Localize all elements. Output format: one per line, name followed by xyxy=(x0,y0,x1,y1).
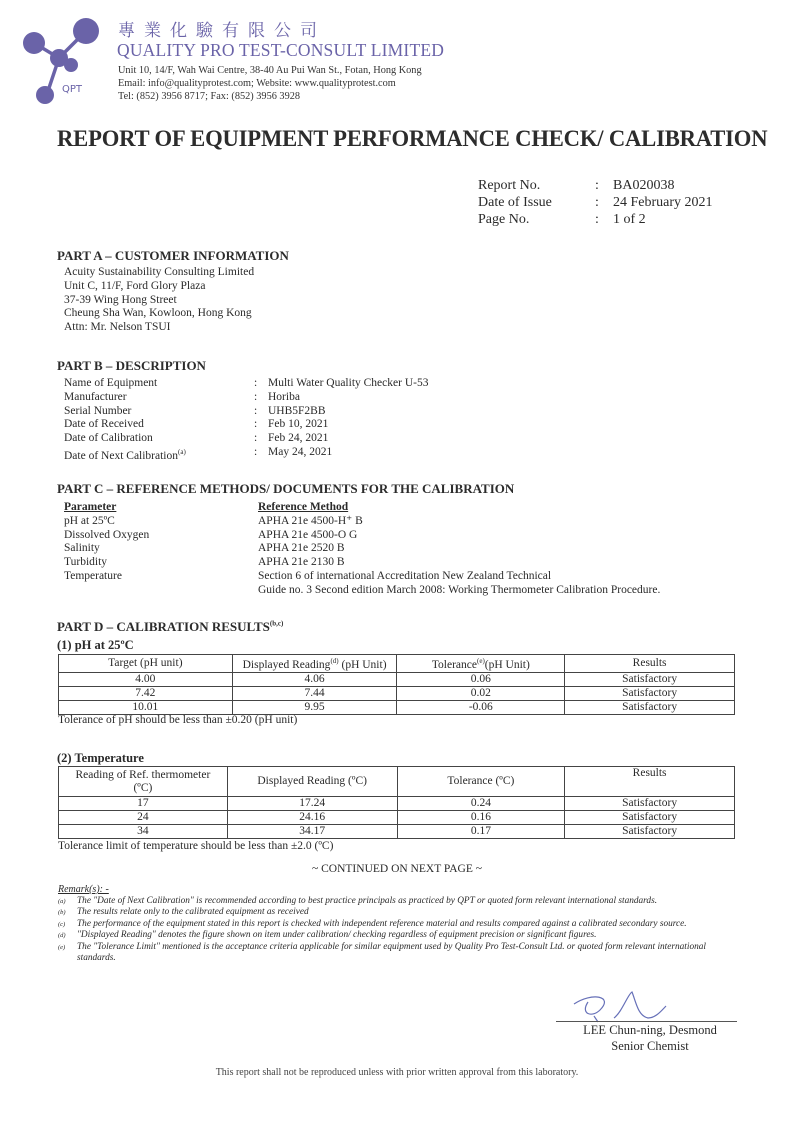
company-name-english: QUALITY PRO TEST-CONSULT LIMITED xyxy=(117,40,445,60)
footnote-marker: (b,c) xyxy=(269,619,284,628)
remark-item xyxy=(58,942,748,965)
customer-line: Unit C, 11/F, Ford Glory Plaza xyxy=(64,279,206,292)
customer-line: Attn: Mr. Nelson TSUI xyxy=(64,321,171,334)
company-contact-block xyxy=(118,64,422,103)
reference-method: Guide no. 3 Second edition March 2008: Working Thermometer Calibration Procedure. xyxy=(258,583,661,596)
report-number-row xyxy=(478,177,713,194)
footnote-marker: (e) xyxy=(477,657,485,665)
reference-method: APHA 21e 4500-O G xyxy=(258,528,358,541)
page-number-label: Page No. xyxy=(478,212,530,227)
reference-method: APHA 21e 4500-H⁺ B xyxy=(258,514,363,527)
table-cell: 34.17 xyxy=(227,825,397,839)
parameter-name: Temperature xyxy=(64,569,122,582)
separator: : xyxy=(254,377,258,389)
column-header-results: Results xyxy=(565,767,735,797)
table-cell: 24 xyxy=(59,811,228,825)
header-unit: (pH Unit) xyxy=(484,658,530,671)
description-label: Date of Received xyxy=(64,418,144,431)
reference-row xyxy=(64,570,660,584)
column-header-tolerance: Tolerance (ºC) xyxy=(397,767,565,797)
table-cell: 4.00 xyxy=(59,672,233,686)
table-cell: 0.16 xyxy=(397,811,565,825)
footnote-marker: (a) xyxy=(178,447,186,456)
table-cell: 17 xyxy=(59,797,228,811)
separator: : xyxy=(595,195,599,210)
reference-row xyxy=(64,542,660,556)
table-cell: 17.24 xyxy=(227,797,397,811)
remarks-block xyxy=(58,884,748,965)
page-number-row xyxy=(478,211,713,228)
parameter-name: Salinity xyxy=(64,542,100,555)
description-label: Serial Number xyxy=(64,404,132,417)
table-header-row xyxy=(59,655,735,673)
description-row xyxy=(64,377,428,391)
report-title: REPORT OF EQUIPMENT PERFORMANCE CHECK/ CALIBRATION xyxy=(57,126,768,151)
method-column-header: Reference Method xyxy=(258,501,349,513)
table-row xyxy=(59,672,735,686)
continued-notice: ~ CONTINUED ON NEXT PAGE ~ xyxy=(312,863,482,875)
signatory-block xyxy=(560,1022,740,1054)
column-header-target: Target (pH unit) xyxy=(59,655,233,673)
table-cell: 0.17 xyxy=(397,825,565,839)
remarks-heading: Remark(s): - xyxy=(58,884,109,895)
reference-methods xyxy=(64,501,660,598)
report-number-label: Report No. xyxy=(478,178,541,193)
report-number-value: BA020038 xyxy=(613,178,675,193)
remark-item xyxy=(58,930,748,942)
footer-disclaimer: This report shall not be reproduced unless with prior written approval from this laboratory. xyxy=(215,1067,579,1078)
reference-header-row xyxy=(64,501,660,515)
customer-line: 37-39 Wing Hong Street xyxy=(64,293,177,306)
description-row xyxy=(64,391,428,405)
temperature-tolerance-note: Tolerance limit of temperature should be less than ±2.0 (ºC) xyxy=(58,840,334,852)
description-row xyxy=(64,432,428,446)
company-phone-fax: Tel: (852) 3956 8717; Fax: (852) 3956 3928 xyxy=(118,91,301,102)
signatory-name: LEE Chun-ning, Desmond xyxy=(583,1023,717,1037)
table-cell: 0.24 xyxy=(397,797,565,811)
description-label: Date of Calibration xyxy=(64,432,153,445)
table-cell: 4.06 xyxy=(232,672,397,686)
ph-results-table xyxy=(58,654,735,715)
column-header-tolerance xyxy=(397,655,565,673)
description-row xyxy=(64,405,428,419)
qpt-molecule-logo-icon xyxy=(14,14,106,106)
description-value: Horiba xyxy=(268,390,300,403)
remark-text: The performance of the equipment stated in this report is checked with independent reference material and results compared against a calibrated secondary source. xyxy=(77,918,687,929)
remark-text: The "Tolerance Limit" mentioned is the acceptance criteria applicable for similar equipment used by Quality Pro Test-Consult Ltd. or quoted form relevant international standards. xyxy=(77,941,707,963)
part-a-heading: PART A – CUSTOMER INFORMATION xyxy=(57,248,289,263)
table-cell: 7.44 xyxy=(232,686,397,700)
header-text: Displayed Reading xyxy=(242,658,331,671)
table-row xyxy=(59,686,735,700)
reference-method: APHA 21e 2520 B xyxy=(258,542,345,555)
page-number-value: 1 of 2 xyxy=(613,212,646,227)
svg-text:QPT: QPT xyxy=(62,84,83,95)
signature-scribble-icon xyxy=(552,988,742,1024)
remark-text: The results relate only to the calibrated equipment as received xyxy=(77,907,309,917)
table-cell: Satisfactory xyxy=(565,686,735,700)
table-row xyxy=(59,825,735,839)
table-cell: -0.06 xyxy=(397,700,565,714)
reference-row xyxy=(64,529,660,543)
parameter-name: Dissolved Oxygen xyxy=(64,528,150,541)
description-row xyxy=(64,446,428,464)
ph-tolerance-note: Tolerance of pH should be less than ±0.20 (pH unit) xyxy=(58,714,298,726)
reference-row xyxy=(64,584,660,598)
company-logo xyxy=(14,14,106,106)
remark-text: "Displayed Reading" denotes the figure shown on item under calibration/ checking regardless of equipment precision or significant figures. xyxy=(77,930,597,940)
reference-method: Section 6 of international Accreditation New Zealand Technical xyxy=(258,569,552,582)
column-header-displayed-reading xyxy=(232,655,397,673)
remark-item xyxy=(58,919,748,931)
table-cell: Satisfactory xyxy=(565,672,735,686)
table-cell: Satisfactory xyxy=(565,825,735,839)
reference-row xyxy=(64,556,660,570)
description-label: Manufacturer xyxy=(64,390,127,403)
signature xyxy=(552,988,742,1024)
part-d-heading-text: PART D – CALIBRATION RESULTS xyxy=(57,619,270,634)
table-row xyxy=(59,797,735,811)
remark-item xyxy=(58,907,748,919)
description-row xyxy=(64,418,428,432)
column-header-reference-reading: Reading of Ref. thermometer (ºC) xyxy=(59,767,228,797)
parameter-column-header: Parameter xyxy=(64,501,117,513)
table-cell: Satisfactory xyxy=(565,797,735,811)
reference-row xyxy=(64,515,660,529)
temperature-results-table xyxy=(58,766,735,839)
separator: : xyxy=(595,178,599,193)
separator: : xyxy=(254,404,258,417)
table-cell: 24.16 xyxy=(227,811,397,825)
issue-date-row xyxy=(478,194,713,211)
customer-line: Cheung Sha Wan, Kowloon, Hong Kong xyxy=(64,307,252,320)
description-value: Feb 24, 2021 xyxy=(268,432,329,445)
remark-marker: (b) xyxy=(58,909,66,916)
table-cell: 7.42 xyxy=(59,686,233,700)
parameter-name: Turbidity xyxy=(64,556,108,569)
table-cell: 34 xyxy=(59,825,228,839)
separator: : xyxy=(254,390,258,403)
remark-marker: (e) xyxy=(58,943,66,951)
parameter-name: pH at 25ºC xyxy=(64,514,115,527)
issue-date-label: Date of Issue xyxy=(478,195,552,210)
header-text: Tolerance xyxy=(431,658,477,671)
table-cell: Satisfactory xyxy=(565,700,735,714)
separator: : xyxy=(254,418,258,431)
customer-info xyxy=(64,266,254,335)
signatory-title: Senior Chemist xyxy=(611,1039,689,1053)
description-value: Feb 10, 2021 xyxy=(268,418,329,431)
description-label: Name of Equipment xyxy=(64,377,158,389)
remark-text: The "Date of Next Calibration" is recommended according to best practice principals as practiced by QPT or quoted form relevant international standards. xyxy=(77,895,658,906)
column-header-displayed-reading: Displayed Reading (ºC) xyxy=(227,767,397,797)
description-label-text: Date of Next Calibration xyxy=(64,449,179,462)
description-value: Multi Water Quality Checker U-53 xyxy=(268,377,429,389)
separator: : xyxy=(254,445,258,458)
temperature-section-heading: (2) Temperature xyxy=(57,751,144,765)
table-row xyxy=(59,811,735,825)
description-value: May 24, 2021 xyxy=(268,445,333,458)
table-header-row xyxy=(59,767,735,797)
separator: : xyxy=(254,432,258,445)
equipment-description xyxy=(64,377,428,464)
footnote-marker: (d) xyxy=(330,657,339,665)
remark-item xyxy=(58,896,748,908)
remark-marker: (c) xyxy=(58,920,66,928)
remark-marker: (d) xyxy=(58,932,66,939)
remark-marker: (a) xyxy=(58,897,66,905)
company-name-chinese: 專業化驗有限公司 xyxy=(118,21,326,40)
description-label xyxy=(64,446,254,464)
header-unit: (pH Unit) xyxy=(341,658,387,671)
reference-method: APHA 21e 2130 B xyxy=(258,556,345,569)
parameter-name xyxy=(64,584,258,598)
table-cell: 10.01 xyxy=(59,700,233,714)
description-value: UHB5F2BB xyxy=(268,404,326,417)
part-c-heading: PART C – REFERENCE METHODS/ DOCUMENTS FOR THE CALIBRATION xyxy=(57,481,515,496)
table-cell: Satisfactory xyxy=(565,811,735,825)
issue-date-value: 24 February 2021 xyxy=(613,195,713,210)
part-b-heading: PART B – DESCRIPTION xyxy=(57,358,206,373)
table-row xyxy=(59,700,735,714)
table-cell: 0.02 xyxy=(397,686,565,700)
separator: : xyxy=(595,212,599,227)
ph-section-heading: (1) pH at 25ºC xyxy=(57,638,134,652)
report-meta xyxy=(478,177,713,228)
company-address: Unit 10, 14/F, Wah Wai Centre, 38-40 Au Pui Wan St., Fotan, Hong Kong xyxy=(118,65,422,76)
company-email-website: Email: info@qualityprotest.com; Website: www.qualityprotest.com xyxy=(118,78,396,89)
table-cell: 0.06 xyxy=(397,672,565,686)
table-cell: 9.95 xyxy=(232,700,397,714)
customer-line: Acuity Sustainability Consulting Limited xyxy=(64,266,255,278)
column-header-results: Results xyxy=(565,655,735,673)
part-d-heading xyxy=(57,619,283,635)
